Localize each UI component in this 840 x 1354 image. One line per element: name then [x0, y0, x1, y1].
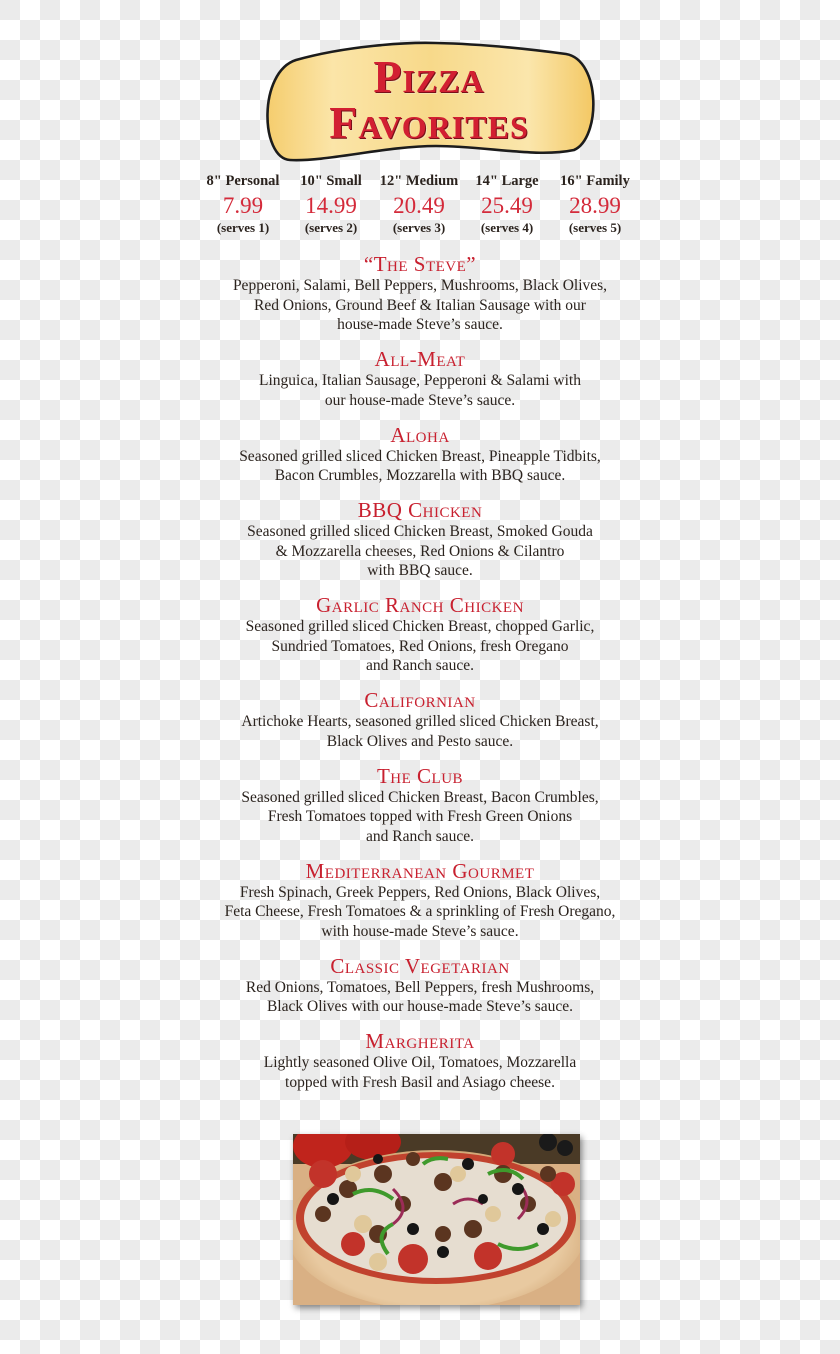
size-label: 10" Small — [300, 173, 362, 189]
menu-item-garlic-ranch-chicken — [170, 594, 670, 676]
menu-item-aloha — [170, 424, 670, 486]
item-description: Seasoned grilled sliced Chicken Breast, Pineapple Tidbits, Bacon Crumbles, Mozzarella with BBQ sauce. — [239, 447, 601, 485]
item-description: Seasoned grilled sliced Chicken Breast, chopped Garlic, Sundried Tomatoes, Red Onions, fresh Oregano and Ranch sauce. — [245, 618, 595, 675]
menu-item-californian — [170, 689, 670, 751]
size-price-table — [199, 172, 639, 236]
item-name: All-Meat — [374, 347, 466, 372]
size-label: 12" Medium — [379, 173, 459, 189]
item-name: BBQ Chicken — [357, 497, 483, 522]
size-label: 8" Personal — [206, 173, 280, 189]
item-description: Fresh Spinach, Greek Peppers, Red Onions, Black Olives, Feta Cheese, Fresh Tomatoes & a sprinkling of Fresh Oregano, with house-made Steve’s sauce. — [224, 883, 616, 941]
size-serves: (serves 3) — [392, 220, 446, 235]
menu-item-the-steve — [170, 253, 670, 335]
size-serves: (serves 4) — [480, 220, 534, 235]
size-price: 20.49 — [393, 193, 445, 218]
item-description: Pepperoni, Salami, Bell Peppers, Mushrooms, Black Olives, Red Onions, Ground Beef & Italian Sausage with our house-made Steve’s sauce. — [232, 277, 608, 334]
size-column — [551, 172, 639, 236]
size-column — [199, 172, 287, 236]
menu-item-classic-vegetarian — [170, 955, 670, 1017]
size-column — [287, 172, 375, 236]
size-label: 16" Family — [560, 173, 630, 189]
pizza-image-icon — [293, 1134, 580, 1305]
item-name: Mediterranean Gourmet — [305, 858, 535, 883]
size-serves: (serves 2) — [304, 220, 358, 235]
title-line-1: Pizza — [373, 51, 485, 102]
size-price: 25.49 — [481, 193, 533, 218]
size-price: 28.99 — [569, 193, 621, 218]
size-column — [463, 172, 551, 236]
item-name: “The Steve” — [363, 252, 477, 276]
pizza-photo — [293, 1134, 580, 1305]
size-label: 14" Large — [475, 173, 539, 189]
item-name: Margherita — [365, 1029, 475, 1054]
item-name: Classic Vegetarian — [330, 953, 510, 978]
item-name: Californian — [364, 688, 476, 713]
item-description: Seasoned grilled sliced Chicken Breast, Smoked Gouda & Mozzarella cheeses, Red Onions & Cilantro with BBQ sauce. — [247, 522, 593, 580]
size-serves: (serves 5) — [568, 220, 622, 235]
item-description: Artichoke Hearts, seasoned grilled sliced Chicken Breast, Black Olives and Pesto sauce. — [241, 713, 599, 750]
item-description: Lightly seasoned Olive Oil, Tomatoes, Mozzarella topped with Fresh Basil and Asiago cheese. — [263, 1054, 577, 1091]
menu-item-all-meat — [170, 348, 670, 410]
title-banner — [256, 38, 602, 166]
size-serves: (serves 1) — [216, 220, 270, 235]
pizza-menu-list — [170, 253, 670, 1106]
title-line-2: Favorites — [329, 97, 529, 148]
item-name: Garlic Ranch Chicken — [316, 593, 524, 618]
size-price: 7.99 — [222, 193, 264, 218]
menu-item-mediterranean-gourmet — [170, 860, 670, 942]
item-description: Seasoned grilled sliced Chicken Breast, Bacon Crumbles, Fresh Tomatoes topped with Fresh Green Onions and Ranch sauce. — [241, 788, 599, 845]
size-price: 14.99 — [305, 193, 357, 218]
size-column — [375, 172, 463, 236]
menu-item-the-club — [170, 765, 670, 847]
item-description: Red Onions, Tomatoes, Bell Peppers, fresh Mushrooms, Black Olives with our house-made Steve’s sauce. — [245, 978, 595, 1016]
item-description: Linguica, Italian Sausage, Pepperoni & Salami with our house-made Steve’s sauce. — [259, 372, 581, 409]
menu-item-margherita — [170, 1030, 670, 1092]
menu-item-bbq-chicken — [170, 499, 670, 581]
item-name: Aloha — [390, 422, 450, 447]
item-name: The Club — [376, 763, 464, 788]
